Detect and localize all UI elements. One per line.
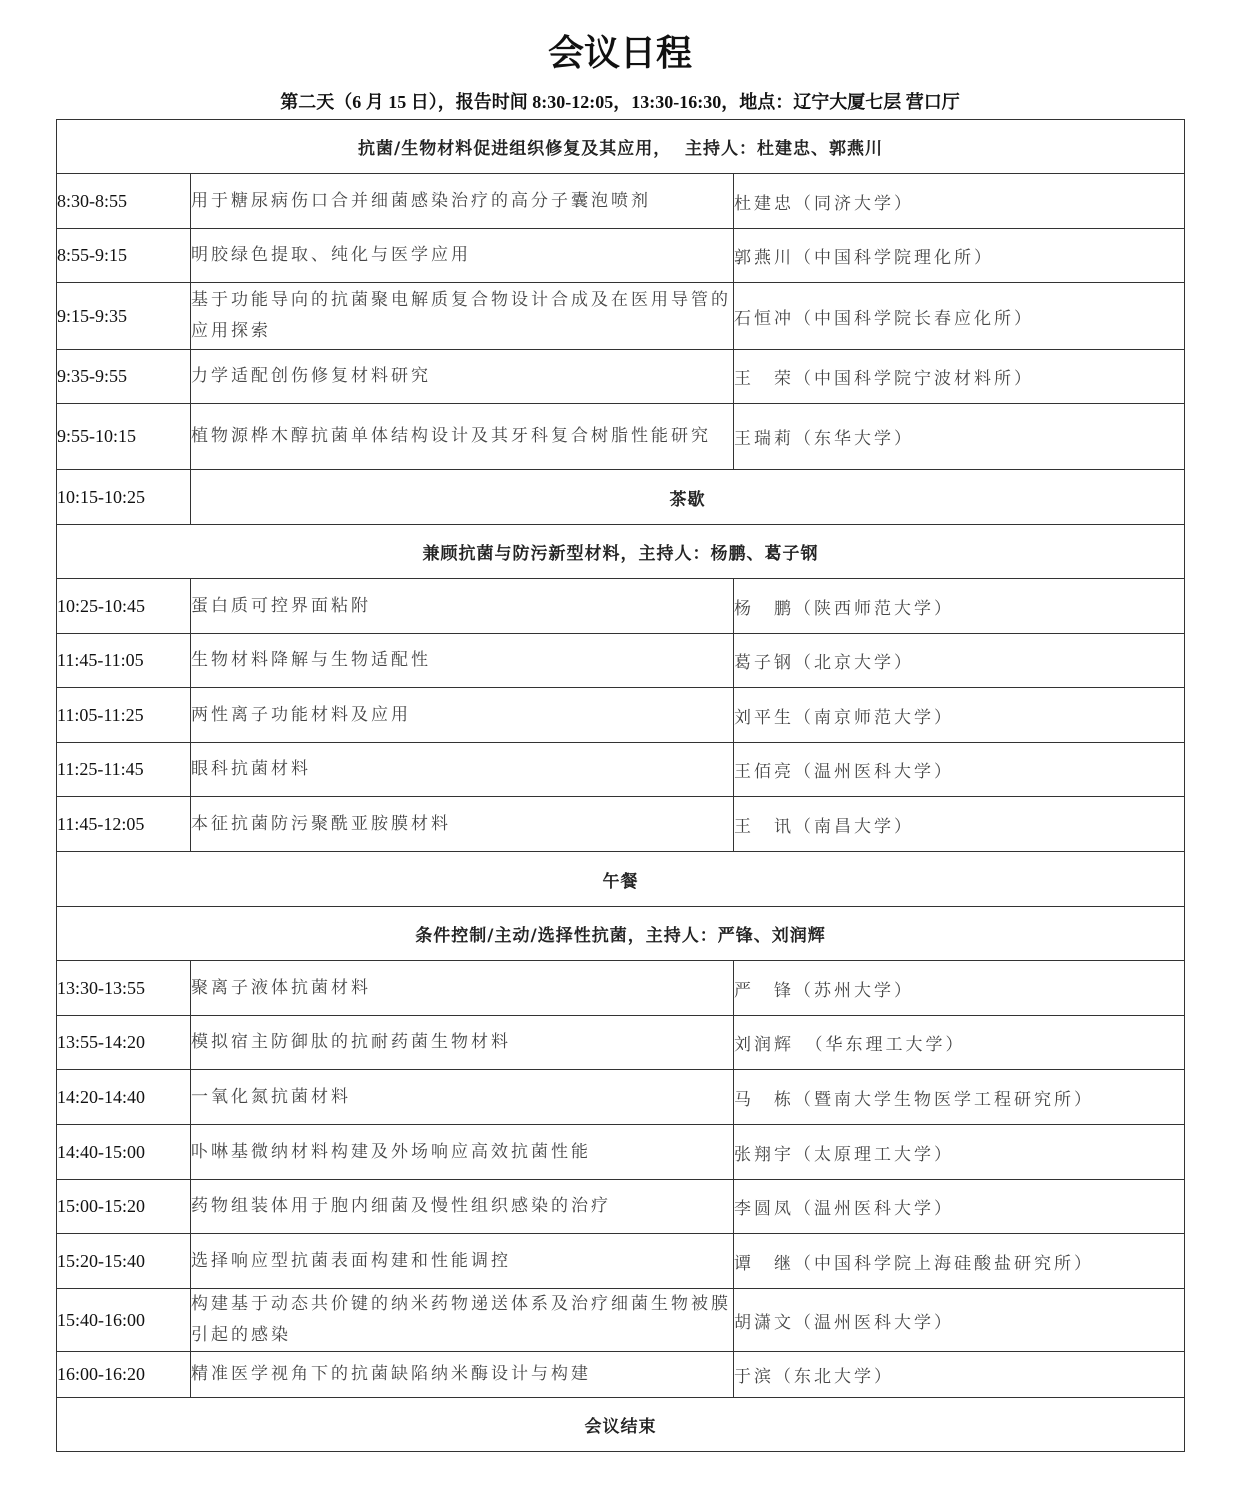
time-slot: 11:05-11:25	[57, 688, 191, 743]
talk-row	[57, 743, 1185, 797]
time-slot: 14:20-14:40	[57, 1070, 191, 1125]
speaker-affiliation: 郭燕川（中国科学院理化所）	[734, 229, 1185, 283]
speaker-affiliation: 马 栋（暨南大学生物医学工程研究所）	[734, 1070, 1185, 1125]
talk-topic: 用于糖尿病伤口合并细菌感染治疗的高分子囊泡喷剂	[191, 174, 734, 229]
talk-row	[57, 350, 1185, 404]
talk-topic: 一氧化氮抗菌材料	[191, 1070, 734, 1125]
talk-topic: 生物材料降解与生物适配性	[191, 634, 734, 688]
time-slot: 15:00-15:20	[57, 1180, 191, 1234]
time-slot: 9:55-10:15	[57, 404, 191, 470]
talk-row	[57, 1180, 1185, 1234]
break-label: 会议结束	[57, 1398, 1185, 1452]
speaker-affiliation: 李圆凤（温州医科大学）	[734, 1180, 1185, 1234]
session-header-row	[57, 907, 1185, 961]
speaker-affiliation: 王 荣（中国科学院宁波材料所）	[734, 350, 1185, 404]
time-slot: 9:35-9:55	[57, 350, 191, 404]
speaker-affiliation: 杨 鹏（陕西师范大学）	[734, 579, 1185, 634]
talk-row	[57, 1234, 1185, 1289]
session-header-row	[57, 120, 1185, 174]
talk-row	[57, 797, 1185, 852]
speaker-affiliation: 张翔宇（太原理工大学）	[734, 1125, 1185, 1180]
break-label: 午餐	[57, 852, 1185, 907]
session-title: 条件控制/主动/选择性抗菌，主持人：严锋、刘润辉	[57, 907, 1185, 961]
talk-row	[57, 404, 1185, 470]
speaker-affiliation: 于滨（东北大学）	[734, 1352, 1185, 1398]
schedule-table	[56, 119, 1185, 1452]
speaker-affiliation: 杜建忠（同济大学）	[734, 174, 1185, 229]
time-slot: 15:20-15:40	[57, 1234, 191, 1289]
talk-topic: 聚离子液体抗菌材料	[191, 961, 734, 1016]
speaker-affiliation: 葛子钢（北京大学）	[734, 634, 1185, 688]
speaker-affiliation: 刘平生（南京师范大学）	[734, 688, 1185, 743]
schedule-body	[57, 120, 1185, 1452]
talk-row	[57, 174, 1185, 229]
schedule-subtitle: 第二天（6 月 15 日），报告时间 8:30-12:05，13:30-16:30，地点：辽宁大厦七层 营口厅	[280, 92, 960, 112]
talk-row	[57, 579, 1185, 634]
speaker-affiliation: 谭 继（中国科学院上海硅酸盐研究所）	[734, 1234, 1185, 1289]
speaker-affiliation: 石恒冲（中国科学院长春应化所）	[734, 283, 1185, 350]
speaker-affiliation: 刘润辉 （华东理工大学）	[734, 1016, 1185, 1070]
time-slot: 8:55-9:15	[57, 229, 191, 283]
time-slot: 10:25-10:45	[57, 579, 191, 634]
talk-topic: 本征抗菌防污聚酰亚胺膜材料	[191, 797, 734, 852]
session-title: 兼顾抗菌与防污新型材料，主持人：杨鹏、葛子钢	[57, 525, 1185, 579]
speaker-affiliation: 胡潇文（温州医科大学）	[734, 1289, 1185, 1352]
break-row	[57, 470, 1185, 525]
talk-row	[57, 688, 1185, 743]
talk-topic: 模拟宿主防御肽的抗耐药菌生物材料	[191, 1016, 734, 1070]
talk-topic: 构建基于动态共价键的纳米药物递送体系及治疗细菌生物被膜引起的感染	[191, 1289, 734, 1352]
session-title: 抗菌/生物材料促进组织修复及其应用， 主持人：杜建忠、郭燕川	[57, 120, 1185, 174]
page-title: 会议日程	[547, 33, 692, 74]
speaker-affiliation: 王 讯（南昌大学）	[734, 797, 1185, 852]
time-slot: 13:55-14:20	[57, 1016, 191, 1070]
talk-topic: 基于功能导向的抗菌聚电解质复合物设计合成及在医用导管的应用探索	[191, 283, 734, 350]
speaker-affiliation: 严 锋（苏州大学）	[734, 961, 1185, 1016]
talk-topic: 卟啉基微纳材料构建及外场响应高效抗菌性能	[191, 1125, 734, 1180]
talk-row	[57, 634, 1185, 688]
time-slot: 15:40-16:00	[57, 1289, 191, 1352]
talk-row	[57, 229, 1185, 283]
talk-topic: 精准医学视角下的抗菌缺陷纳米酶设计与构建	[191, 1352, 734, 1398]
talk-topic: 药物组装体用于胞内细菌及慢性组织感染的治疗	[191, 1180, 734, 1234]
break-label: 茶歇	[191, 470, 1185, 525]
talk-row	[57, 283, 1185, 350]
talk-row	[57, 1289, 1185, 1352]
session-header-row	[57, 525, 1185, 579]
time-slot: 11:25-11:45	[57, 743, 191, 797]
talk-topic: 力学适配创伤修复材料研究	[191, 350, 734, 404]
break-row	[57, 852, 1185, 907]
talk-row	[57, 1125, 1185, 1180]
talk-topic: 明胶绿色提取、纯化与医学应用	[191, 229, 734, 283]
time-slot: 13:30-13:55	[57, 961, 191, 1016]
speaker-affiliation: 王佰亮（温州医科大学）	[734, 743, 1185, 797]
time-slot: 9:15-9:35	[57, 283, 191, 350]
break-row	[57, 1398, 1185, 1452]
talk-row	[57, 1352, 1185, 1398]
time-slot: 16:00-16:20	[57, 1352, 191, 1398]
time-slot: 11:45-11:05	[57, 634, 191, 688]
talk-topic: 植物源桦木醇抗菌单体结构设计及其牙科复合树脂性能研究	[191, 404, 734, 470]
time-slot: 14:40-15:00	[57, 1125, 191, 1180]
talk-topic: 选择响应型抗菌表面构建和性能调控	[191, 1234, 734, 1289]
speaker-affiliation: 王瑞莉（东华大学）	[734, 404, 1185, 470]
time-slot: 8:30-8:55	[57, 174, 191, 229]
talk-row	[57, 1070, 1185, 1125]
time-slot: 11:45-12:05	[57, 797, 191, 852]
talk-row	[57, 961, 1185, 1016]
time-slot: 10:15-10:25	[57, 470, 191, 525]
talk-row	[57, 1016, 1185, 1070]
talk-topic: 蛋白质可控界面粘附	[191, 579, 734, 634]
talk-topic: 眼科抗菌材料	[191, 743, 734, 797]
talk-topic: 两性离子功能材料及应用	[191, 688, 734, 743]
